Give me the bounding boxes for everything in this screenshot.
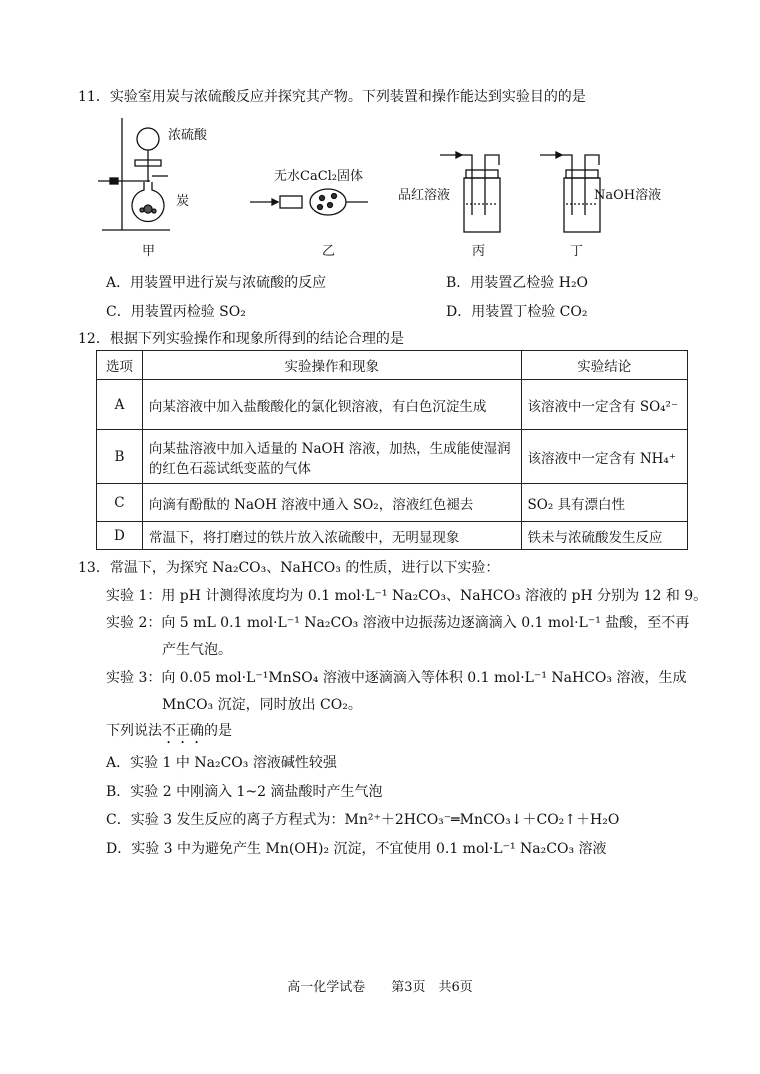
q12-table	[96, 350, 688, 550]
q11-option-b: B．用装置乙检验 H₂O	[446, 275, 589, 291]
q13-experiment-2: 实验 2：向 5 mL 0.1 mol·L⁻¹ Na₂CO₃ 溶液中边振荡边逐滴滴入 0.1 mol·L⁻¹ 盐酸，至不再	[106, 615, 690, 631]
header-operation: 实验操作和现象	[142, 351, 521, 380]
q13-option-b: B．实验 2 中刚滴入 1~2 滴盐酸时产生气泡	[106, 784, 383, 800]
row-conclusion: 该溶液中一定含有 NH₄⁺	[521, 430, 687, 484]
caption-jia: 甲	[142, 244, 156, 259]
row-option: A	[97, 380, 143, 430]
row-conclusion: SO₂ 具有漂白性	[521, 484, 687, 522]
caption-ding: 丁	[570, 244, 584, 259]
row-option: D	[97, 522, 143, 550]
label-conc-sulfuric-acid: 浓硫酸	[168, 128, 208, 143]
q13-experiment-3: 实验 3：向 0.05 mol·L⁻¹MnSO₄ 溶液中逐滴滴入等体积 0.1 mol·L⁻¹ NaHCO₃ 溶液，生成	[106, 670, 687, 686]
row-operation: 向滴有酚酞的 NaOH 溶液中通入 SO₂，溶液红色褪去	[142, 484, 521, 522]
row-operation: 向某溶液中加入盐酸酸化的氯化钡溶液，有白色沉淀生成	[142, 380, 521, 430]
q13-prompt-pre: 下列说法	[106, 723, 162, 739]
label-carbon: 炭	[176, 194, 190, 209]
apparatus-jia	[98, 118, 170, 230]
q13-prompt-emphasis: 不正确	[162, 723, 204, 739]
q13-experiment-3-cont: MnCO₃ 沉淀，同时放出 CO₂。	[162, 697, 362, 713]
label-naoh-solution: NaOH溶液	[594, 188, 662, 203]
table-row	[97, 380, 688, 430]
row-option: B	[97, 430, 143, 484]
table-header-row	[97, 351, 688, 380]
q11-option-d: D．用装置丁检验 CO₂	[446, 304, 588, 320]
q11-option-c: C．用装置丙检验 SO₂	[106, 304, 246, 320]
q13-prompt-post: 的是	[204, 723, 232, 739]
q13-stem: 13．常温下，为探究 Na₂CO₃、NaHCO₃ 的性质，进行以下实验：	[78, 560, 500, 576]
caption-bing: 丙	[472, 244, 486, 259]
q13-prompt	[106, 720, 232, 747]
label-pinhong-solution: 品红溶液	[398, 188, 451, 203]
q13-option-a: A．实验 1 中 Na₂CO₃ 溶液碱性较强	[106, 755, 337, 771]
row-operation: 常温下，将打磨过的铁片放入浓硫酸中，无明显现象	[142, 522, 521, 550]
header-conclusion: 实验结论	[521, 351, 687, 380]
header-option: 选项	[97, 351, 143, 380]
page-footer: 高一化学试卷 第3页 共6页	[287, 980, 473, 995]
q13-experiment-1: 实验 1：用 pH 计测得浓度均为 0.1 mol·L⁻¹ Na₂CO₃、NaHCO₃ 溶液的 pH 分别为 12 和 9。	[106, 588, 708, 604]
row-option: C	[97, 484, 143, 522]
row-conclusion: 该溶液中一定含有 SO₄²⁻	[521, 380, 687, 430]
q13-option-d: D．实验 3 中为避免产生 Mn(OH)₂ 沉淀，不宜使用 0.1 mol·L⁻¹ Na₂CO₃ 溶液	[106, 841, 607, 857]
label-anhydrous-cacl2: 无水CaCl₂固体	[274, 169, 364, 184]
table-row	[97, 484, 688, 522]
table-row	[97, 522, 688, 550]
apparatus-ding	[540, 152, 600, 232]
table-row	[97, 430, 688, 484]
row-operation: 向某盐溶液中加入适量的 NaOH 溶液，加热，生成能使湿润的红色石蕊试纸变蓝的气体	[142, 430, 521, 484]
apparatus-yi	[250, 189, 368, 215]
q13-option-c: C．实验 3 发生反应的离子方程式为：Mn²⁺＋2HCO₃⁻═MnCO₃↓＋CO₂↑＋H₂O	[106, 812, 620, 828]
q11-option-a: A．用装置甲进行炭与浓硫酸的反应	[106, 275, 327, 291]
row-conclusion: 铁未与浓硫酸发生反应	[521, 522, 687, 550]
q12-stem: 12．根据下列实验操作和现象所得到的结论合理的是	[78, 331, 404, 347]
q11-stem: 11．实验室用炭与浓硫酸反应并探究其产物。下列装置和操作能达到实验目的的是	[78, 89, 586, 105]
caption-yi: 乙	[322, 244, 336, 259]
q13-experiment-2-cont: 产生气泡。	[162, 642, 232, 658]
